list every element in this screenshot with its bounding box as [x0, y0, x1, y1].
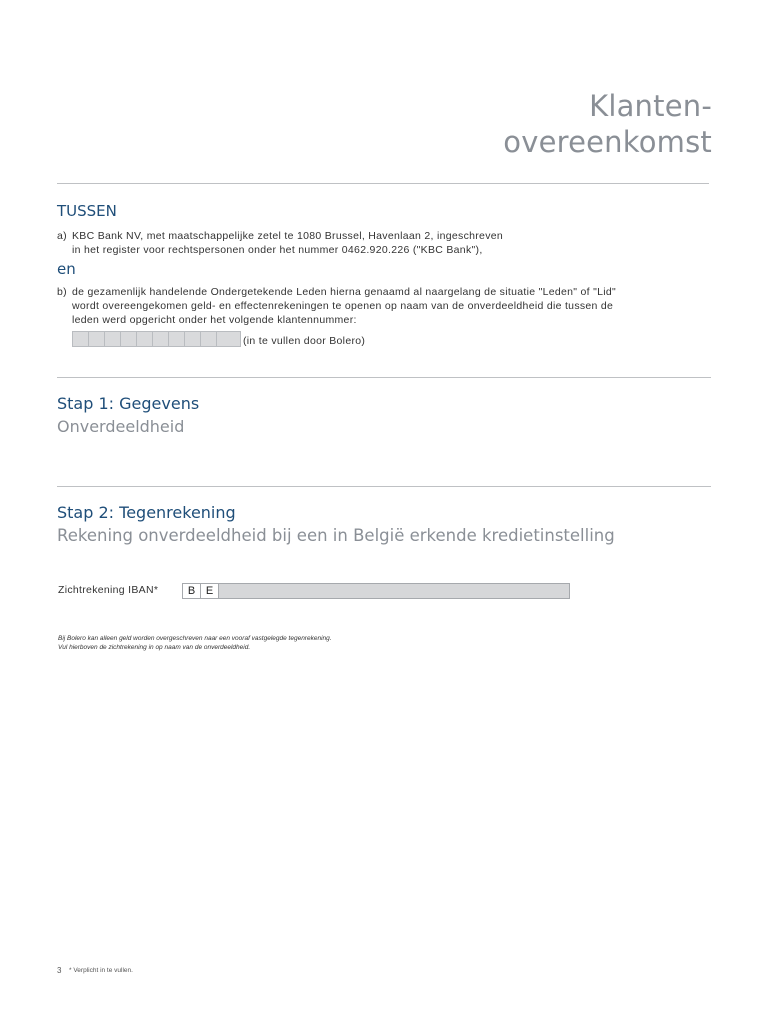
client-number-cell[interactable]	[89, 332, 105, 346]
client-number-cell[interactable]	[153, 332, 169, 346]
client-number-cell[interactable]	[185, 332, 201, 346]
iban-label: Zichtrekening IBAN*	[58, 584, 159, 596]
step1-subtitle: Onverdeeldheid	[57, 417, 185, 436]
client-number-cell[interactable]	[73, 332, 89, 346]
iban-note-line-2: Vul hierboven de zichtrekening in op naam van de onverdeeldheid.	[58, 644, 251, 651]
client-number-cell[interactable]	[137, 332, 153, 346]
client-number-cell[interactable]	[169, 332, 185, 346]
party-b-line-1: de gezamenlijk handelende Ondergetekende Leden hierna genaamd al naargelang de situatie "Leden" of "Lid"	[72, 286, 617, 298]
iban-prefix-b: B	[183, 584, 201, 598]
party-b-line-3: leden werd opgericht onder het volgende klantennummer:	[72, 314, 357, 326]
step1-title: Stap 1: Gegevens	[57, 394, 200, 413]
client-number-cell[interactable]	[201, 332, 217, 346]
divider-step1	[57, 377, 711, 378]
party-a-marker: a)	[57, 230, 67, 242]
footnote: * Verplicht in te vullen.	[69, 967, 133, 974]
client-number-note: (in te vullen door Bolero)	[243, 335, 366, 347]
iban-input[interactable]	[182, 583, 570, 599]
iban-prefix-e: E	[201, 584, 219, 598]
party-a-line-2: in het register voor rechtspersonen onder het nummer 0462.920.226 ("KBC Bank"),	[72, 244, 483, 256]
title-line-2: overeenkomst	[503, 125, 712, 159]
title-line-1: Klanten-	[589, 89, 712, 123]
client-number-cell[interactable]	[217, 332, 233, 346]
client-number-cell[interactable]	[121, 332, 137, 346]
party-b-line-2: wordt overeengekomen geld- en effectenrekeningen te openen op naam van de onverdeeldheid die tussen de	[72, 300, 614, 312]
party-b	[57, 285, 717, 327]
en-heading: en	[57, 260, 76, 278]
step2-title: Stap 2: Tegenrekening	[57, 503, 236, 522]
tussen-heading: TUSSEN	[57, 202, 117, 220]
iban-note-line-1: Bij Bolero kan alleen geld worden overgeschreven naar een vooraf vastgelegde tegenrekening.	[58, 635, 332, 642]
step2-subtitle: Rekening onverdeeldheid bij een in België erkende kredietinstelling	[57, 526, 615, 545]
page-number: 3	[57, 966, 62, 975]
client-number-cell[interactable]	[105, 332, 121, 346]
client-number-boxes[interactable]	[72, 331, 241, 347]
document-title	[503, 88, 712, 160]
divider-top	[57, 183, 709, 184]
party-a-line-1: KBC Bank NV, met maatschappelijke zetel te 1080 Brussel, Havenlaan 2, ingeschreven	[72, 230, 504, 242]
party-b-marker: b)	[57, 286, 67, 298]
iban-note	[58, 634, 332, 652]
party-a	[57, 229, 697, 257]
divider-step2	[57, 486, 711, 487]
